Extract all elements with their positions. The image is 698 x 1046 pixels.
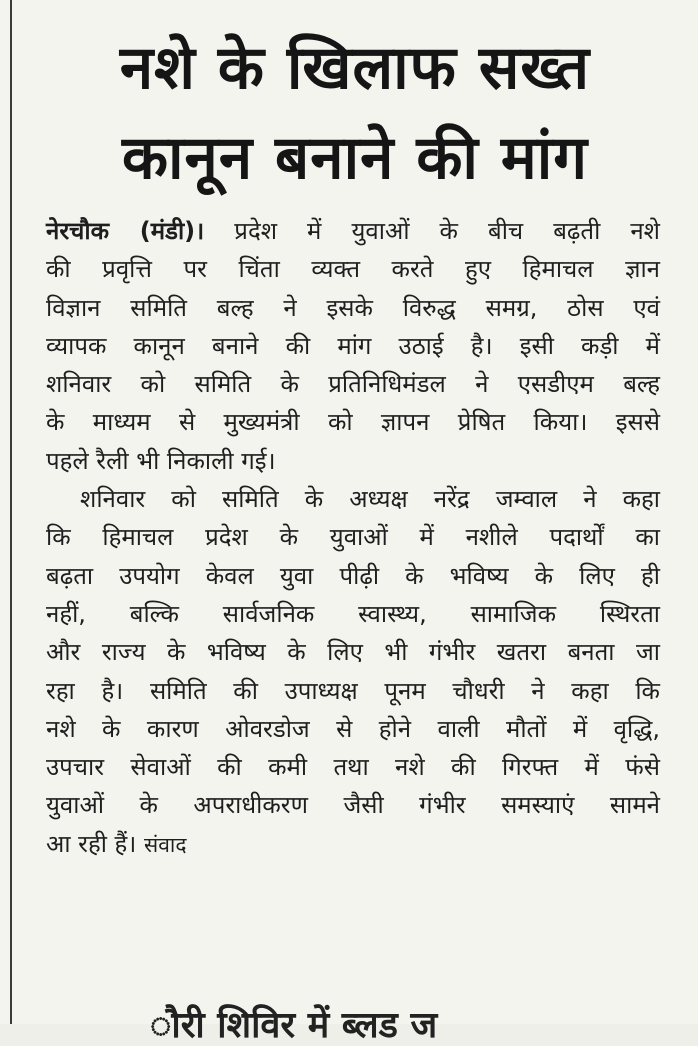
- byline-credit: संवाद: [144, 832, 187, 857]
- article-line: और राज्य के भविष्य के लिए भी गंभीर खतरा बनता जा: [46, 638, 660, 667]
- column-rule: [10, 0, 12, 1024]
- article-line: शनिवार को समिति के प्रतिनिधिमंडल ने एसडीएम बल्ह: [46, 370, 660, 399]
- cut-off-next-headline: ौरी शिविर में ब्लड ज: [150, 1005, 438, 1046]
- article-text: प्रदेश में युवाओं के बीच बढ़ती नशे: [234, 217, 660, 245]
- article-line: युवाओं के अपराधीकरण जैसी गंभीर समस्याएं सामने: [46, 791, 660, 820]
- article-body: [46, 212, 660, 863]
- article-line: के माध्यम से मुख्यमंत्री को ज्ञापन प्रेषित किया। इससे: [46, 408, 660, 437]
- article-line: नशे के कारण ओवरडोज से होने वाली मौतों में वृद्धि,: [46, 714, 660, 743]
- headline-line-2: कानून बनाने की मांग: [121, 123, 589, 193]
- article-line: [46, 212, 660, 250]
- article-line: कि हिमाचल प्रदेश के युवाओं में नशीले पदार्थों का: [46, 523, 660, 552]
- article-text: आ रही हैं।: [46, 829, 137, 858]
- article-line: नहीं, बल्कि सार्वजनिक स्वास्थ्य, सामाजिक स्थिरता: [46, 599, 660, 628]
- article-line: [46, 825, 660, 863]
- article-line: बढ़ता उपयोग केवल युवा पीढ़ी के भविष्य के लिए ही: [46, 561, 660, 590]
- article-line: रहा है। समिति की उपाध्यक्ष पूनम चौधरी ने कहा कि: [46, 676, 660, 705]
- article-line: पहले रैली भी निकाली गई।: [46, 446, 276, 475]
- dateline: नेरचौक (मंडी)।: [46, 217, 205, 245]
- article-line: शनिवार को समिति के अध्यक्ष नरेंद्र जम्वाल ने कहा: [80, 485, 660, 514]
- article-line: विज्ञान समिति बल्ह ने इसके विरुद्ध समग्र, ठोस एवं: [46, 293, 660, 322]
- article-line: व्यापक कानून बनाने की मांग उठाई है। इसी कड़ी में: [46, 331, 660, 360]
- article-line: की प्रवृत्ति पर चिंता व्यक्त करते हुए हिमाचल ज्ञान: [46, 255, 660, 284]
- headline-line-1: नशे के खिलाफ सख्त: [119, 33, 591, 103]
- article-line: उपचार सेवाओं की कमी तथा नशे की गिरफ्त में फंसे: [46, 753, 660, 782]
